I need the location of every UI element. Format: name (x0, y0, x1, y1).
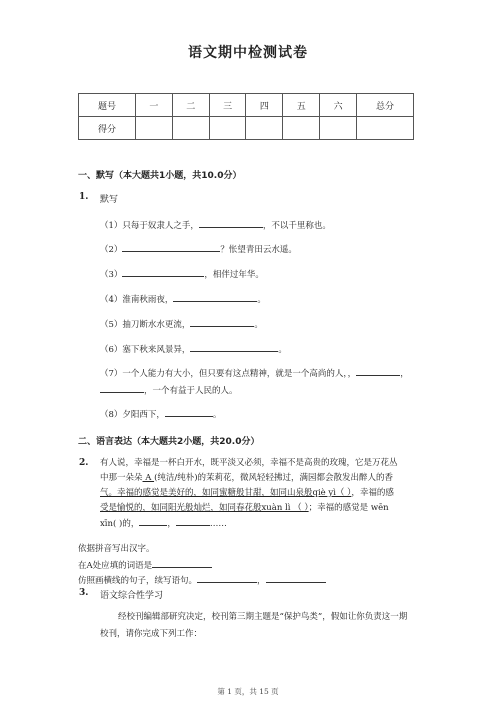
underlined-sentence: 气。幸福的感觉是美好的，如同蜜糖般甘甜，如同山泉般 (100, 488, 313, 498)
line-text: ，相伴过年华。 (204, 270, 264, 280)
score-cell[interactable] (172, 117, 209, 140)
answer-blank[interactable] (100, 383, 144, 393)
score-table-score-row (79, 117, 414, 140)
line-text: （8）夕阳西下， (100, 410, 165, 420)
passage-line (100, 486, 394, 498)
sub-prompt: 依据拼音写出汉字。 (78, 544, 155, 554)
score-cell[interactable] (283, 117, 320, 140)
table-cell: 二 (172, 94, 209, 117)
fill-line (100, 317, 263, 330)
passage-line: 校刊，请你完成下列工作： (100, 629, 203, 639)
table-cell: 一 (136, 94, 173, 117)
fill-line (100, 383, 238, 396)
answer-blank[interactable] (190, 317, 254, 327)
line-text: 仿照画横线的句子，续写语句。 (78, 576, 198, 586)
passage-line (100, 471, 393, 483)
line-text: 。 (278, 345, 287, 355)
table-cell: 五 (283, 94, 320, 117)
answer-blank[interactable] (139, 516, 167, 526)
fill-line (100, 342, 287, 355)
blank-a[interactable]: A (142, 473, 155, 483)
line-text: 中那一朵朵 (100, 473, 143, 483)
fill-line (100, 407, 221, 420)
line-text: （7）一个人能力有大小，但只要有这点精神，就是一个高尚的人， (100, 369, 348, 379)
table-cell: 得分 (79, 117, 136, 140)
line-text: ， (400, 369, 409, 379)
line-text: 在A处应填的词语是 (78, 561, 153, 571)
score-cell[interactable] (357, 117, 414, 140)
pinyin-blank[interactable]: xuàn lì （ ） (261, 503, 309, 513)
underlined-sentence: 受是愉悦的，如同阳光般灿烂，如同春花般 (100, 503, 262, 513)
answer-blank[interactable] (173, 292, 257, 302)
question-title: 语文综合性学习 (100, 591, 164, 601)
table-cell: 四 (246, 94, 283, 117)
answer-blank[interactable] (190, 342, 278, 352)
answer-blank[interactable] (176, 516, 210, 526)
line-text: （5）抽刀断水水更流， (100, 320, 191, 330)
answer-blank[interactable] (122, 242, 220, 252)
question-number: 2. (79, 458, 89, 468)
page-footer: 第 1 页，共 15 页 (217, 687, 279, 696)
answer-blank[interactable] (152, 558, 212, 568)
score-cell[interactable] (136, 117, 173, 140)
passage-line: 经校刊编辑部研究决定，校刊第三期主题是“保护鸟类”，假如让你负责这一期 (118, 612, 408, 622)
table-cell: 题号 (79, 94, 136, 117)
score-cell[interactable] (209, 117, 246, 140)
fill-line (100, 218, 331, 231)
line-text: xīn( )的， (100, 519, 140, 529)
line-text: ，一个有益于人民的人。 (144, 386, 238, 396)
sub-prompt: 仿照画横线的句子，续写语句。 ， (78, 573, 326, 586)
question-number: 1. (79, 192, 89, 202)
score-table-header-row (79, 94, 414, 117)
answer-blank[interactable] (122, 267, 204, 277)
section-heading: 二、语言表达（本大题共2小题，共20.0分） (78, 437, 260, 447)
line-text: ？怅望青田云水遥。 (220, 245, 297, 255)
line-text: 。 (212, 410, 222, 420)
question-number: 3. (79, 588, 89, 598)
section-heading: 一、默写（本大题共1小题，共10.0分） (78, 171, 242, 181)
fill-line (100, 366, 409, 379)
line-text: （4）淮南秋雨夜， (100, 295, 174, 305)
answer-blank[interactable] (266, 573, 326, 583)
line-text: ，不以千里称也。 (262, 221, 331, 231)
table-cell: 六 (320, 94, 357, 117)
score-table (78, 93, 414, 140)
fill-line (100, 267, 264, 280)
line-text: …… (209, 519, 227, 529)
line-text: （6）塞下秋来风景异， (100, 345, 191, 355)
answer-blank[interactable] (356, 366, 400, 376)
line-text: ， (347, 369, 357, 379)
line-text: 。 (257, 295, 266, 305)
answer-blank[interactable] (197, 573, 257, 583)
fill-line (100, 292, 266, 305)
line-text: （3） (100, 270, 123, 280)
table-cell: 三 (209, 94, 246, 117)
passage-line (100, 501, 389, 513)
answer-blank[interactable] (165, 407, 213, 417)
line-text: 。 (254, 320, 263, 330)
table-cell: 总分 (357, 94, 414, 117)
passage-line: 有人说，幸福是一杯白开水，既平淡又必须，幸福不是高贵的玫瑰，它是万花丛 (100, 458, 398, 468)
line-text: ，幸福的感 (351, 488, 394, 498)
line-text: （1）只每于奴隶人之手， (100, 221, 199, 231)
line-text: ；幸福的感觉是 wēn (308, 503, 389, 513)
answer-blank[interactable] (199, 218, 263, 228)
passage-line: xīn( )的， ， …… (100, 516, 227, 529)
score-cell[interactable] (320, 117, 357, 140)
pinyin-blank[interactable]: qiè yì（ ） (312, 488, 352, 498)
sub-prompt (78, 558, 212, 571)
fill-line (100, 242, 297, 255)
line-text: (纯洁/纯朴)的茉莉花，微风轻轻拂过，满园都会散发出醉人的香 (154, 473, 394, 483)
question-title: 默写 (100, 195, 119, 205)
line-text: （2） (100, 245, 123, 255)
score-cell[interactable] (246, 117, 283, 140)
page-title: 语文期中检测试卷 (188, 45, 308, 61)
